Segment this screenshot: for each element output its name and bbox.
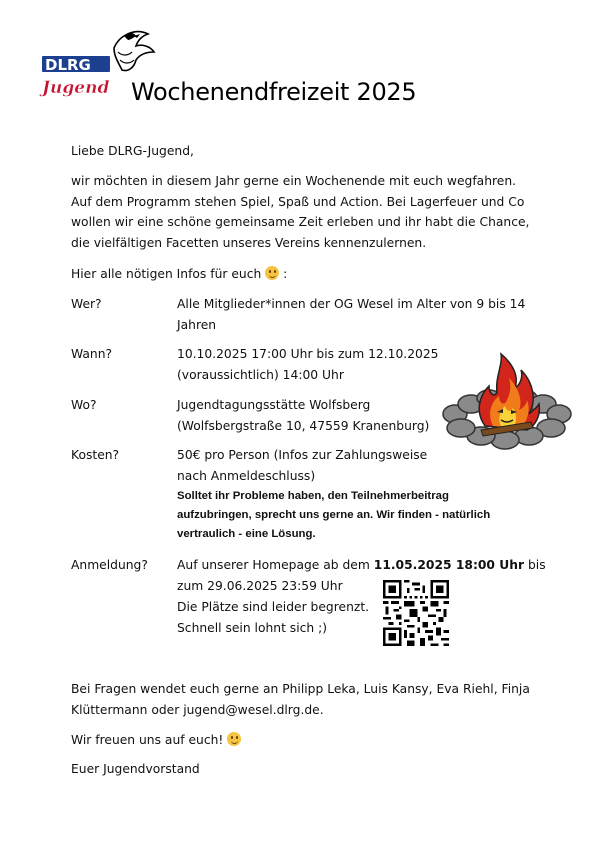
value-line: 10.10.2025 17:00 Uhr bis zum 12.10.2025 (177, 347, 439, 361)
contact-line: Bei Fragen wendet euch gerne an Philipp Leka, Luis Kansy, Eva Riehl, Finja (71, 682, 530, 696)
value-line: Schnell sein lohnt sich ;) (177, 621, 328, 635)
label-wer: Wer? (71, 297, 102, 311)
label-wann: Wann? (71, 347, 113, 361)
value-line: Die Plätze sind leider begrenzt. (177, 600, 370, 614)
value-line (177, 555, 546, 576)
value-line: (Wolfsbergstraße 10, 47559 Kranenburg) (177, 419, 430, 433)
value-line: zum 29.06.2025 23:59 Uhr (177, 579, 343, 593)
anmeldung-text: bis (524, 558, 546, 572)
campfire-icon (441, 352, 573, 452)
signature: Euer Jugendvorstand (71, 762, 200, 776)
intro-paragraph (71, 171, 529, 253)
smile-icon (265, 266, 279, 280)
kosten-note-line: Solltet ihr Probleme haben, den Teilnehmerbeitrag (177, 490, 449, 502)
logo-text-dlrg: DLRG (45, 56, 91, 74)
info-heading-text: Hier alle nötigen Infos für euch (71, 267, 262, 281)
intro-line: wollen wir eine schöne gemeinsame Zeit erleben und ihr habt die Chance, (71, 215, 530, 229)
value-line: 50€ pro Person (Infos zur Zahlungsweise (177, 448, 428, 462)
value-line: Jugendtagungsstätte Wolfsberg (177, 398, 371, 412)
info-heading: Hier alle nötigen Infos für euch : (71, 267, 288, 281)
greeting: Liebe DLRG-Jugend, (71, 144, 194, 158)
eagle-icon (114, 32, 154, 71)
value-line: Jahren (177, 318, 217, 332)
value-line: nach Anmeldeschluss) (177, 469, 316, 483)
intro-line: wir möchten in diesem Jahr gerne ein Wochenende mit euch wegfahren. (71, 174, 517, 188)
qr-code-icon[interactable] (383, 580, 449, 646)
page-title: Wochenendfreizeit 2025 (131, 78, 417, 106)
value-anmeldung (177, 555, 546, 639)
value-line: (voraussichtlich) 14:00 Uhr (177, 368, 344, 382)
smile-icon (227, 732, 241, 746)
contact-paragraph (71, 679, 530, 720)
intro-line: Auf dem Programm stehen Spiel, Spaß und Action. Bei Lagerfeuer und Co (71, 194, 525, 209)
value-kosten (177, 445, 490, 544)
value-wo (177, 395, 429, 437)
kosten-note-line: vertraulich - eine Lösung. (177, 528, 316, 540)
label-wo: Wo? (71, 398, 97, 412)
anmeldung-start-date: 11.05.2025 18:00 Uhr (373, 558, 525, 572)
label-kosten: Kosten? (71, 448, 120, 462)
closing-text: Wir freuen uns auf euch! (71, 733, 224, 747)
anmeldung-text: Auf unserer Homepage ab dem (177, 558, 374, 572)
value-wer (177, 294, 525, 336)
label-anmeldung: Anmeldung? (71, 558, 148, 572)
intro-line: die vielfältigen Facetten unseres Vereins kennenzulernen. (71, 235, 427, 250)
value-wann (177, 344, 439, 386)
value-line: Alle Mitglieder*innen der OG Wesel im Alter von 9 bis 14 (177, 297, 526, 311)
kosten-note-line: aufzubringen, sprecht uns gerne an. Wir finden - natürlich (177, 509, 491, 521)
closing (71, 730, 241, 751)
logo-text-jugend: Jugend (42, 78, 110, 98)
contact-line: Klüttermann oder jugend@wesel.dlrg.de. (71, 702, 324, 717)
